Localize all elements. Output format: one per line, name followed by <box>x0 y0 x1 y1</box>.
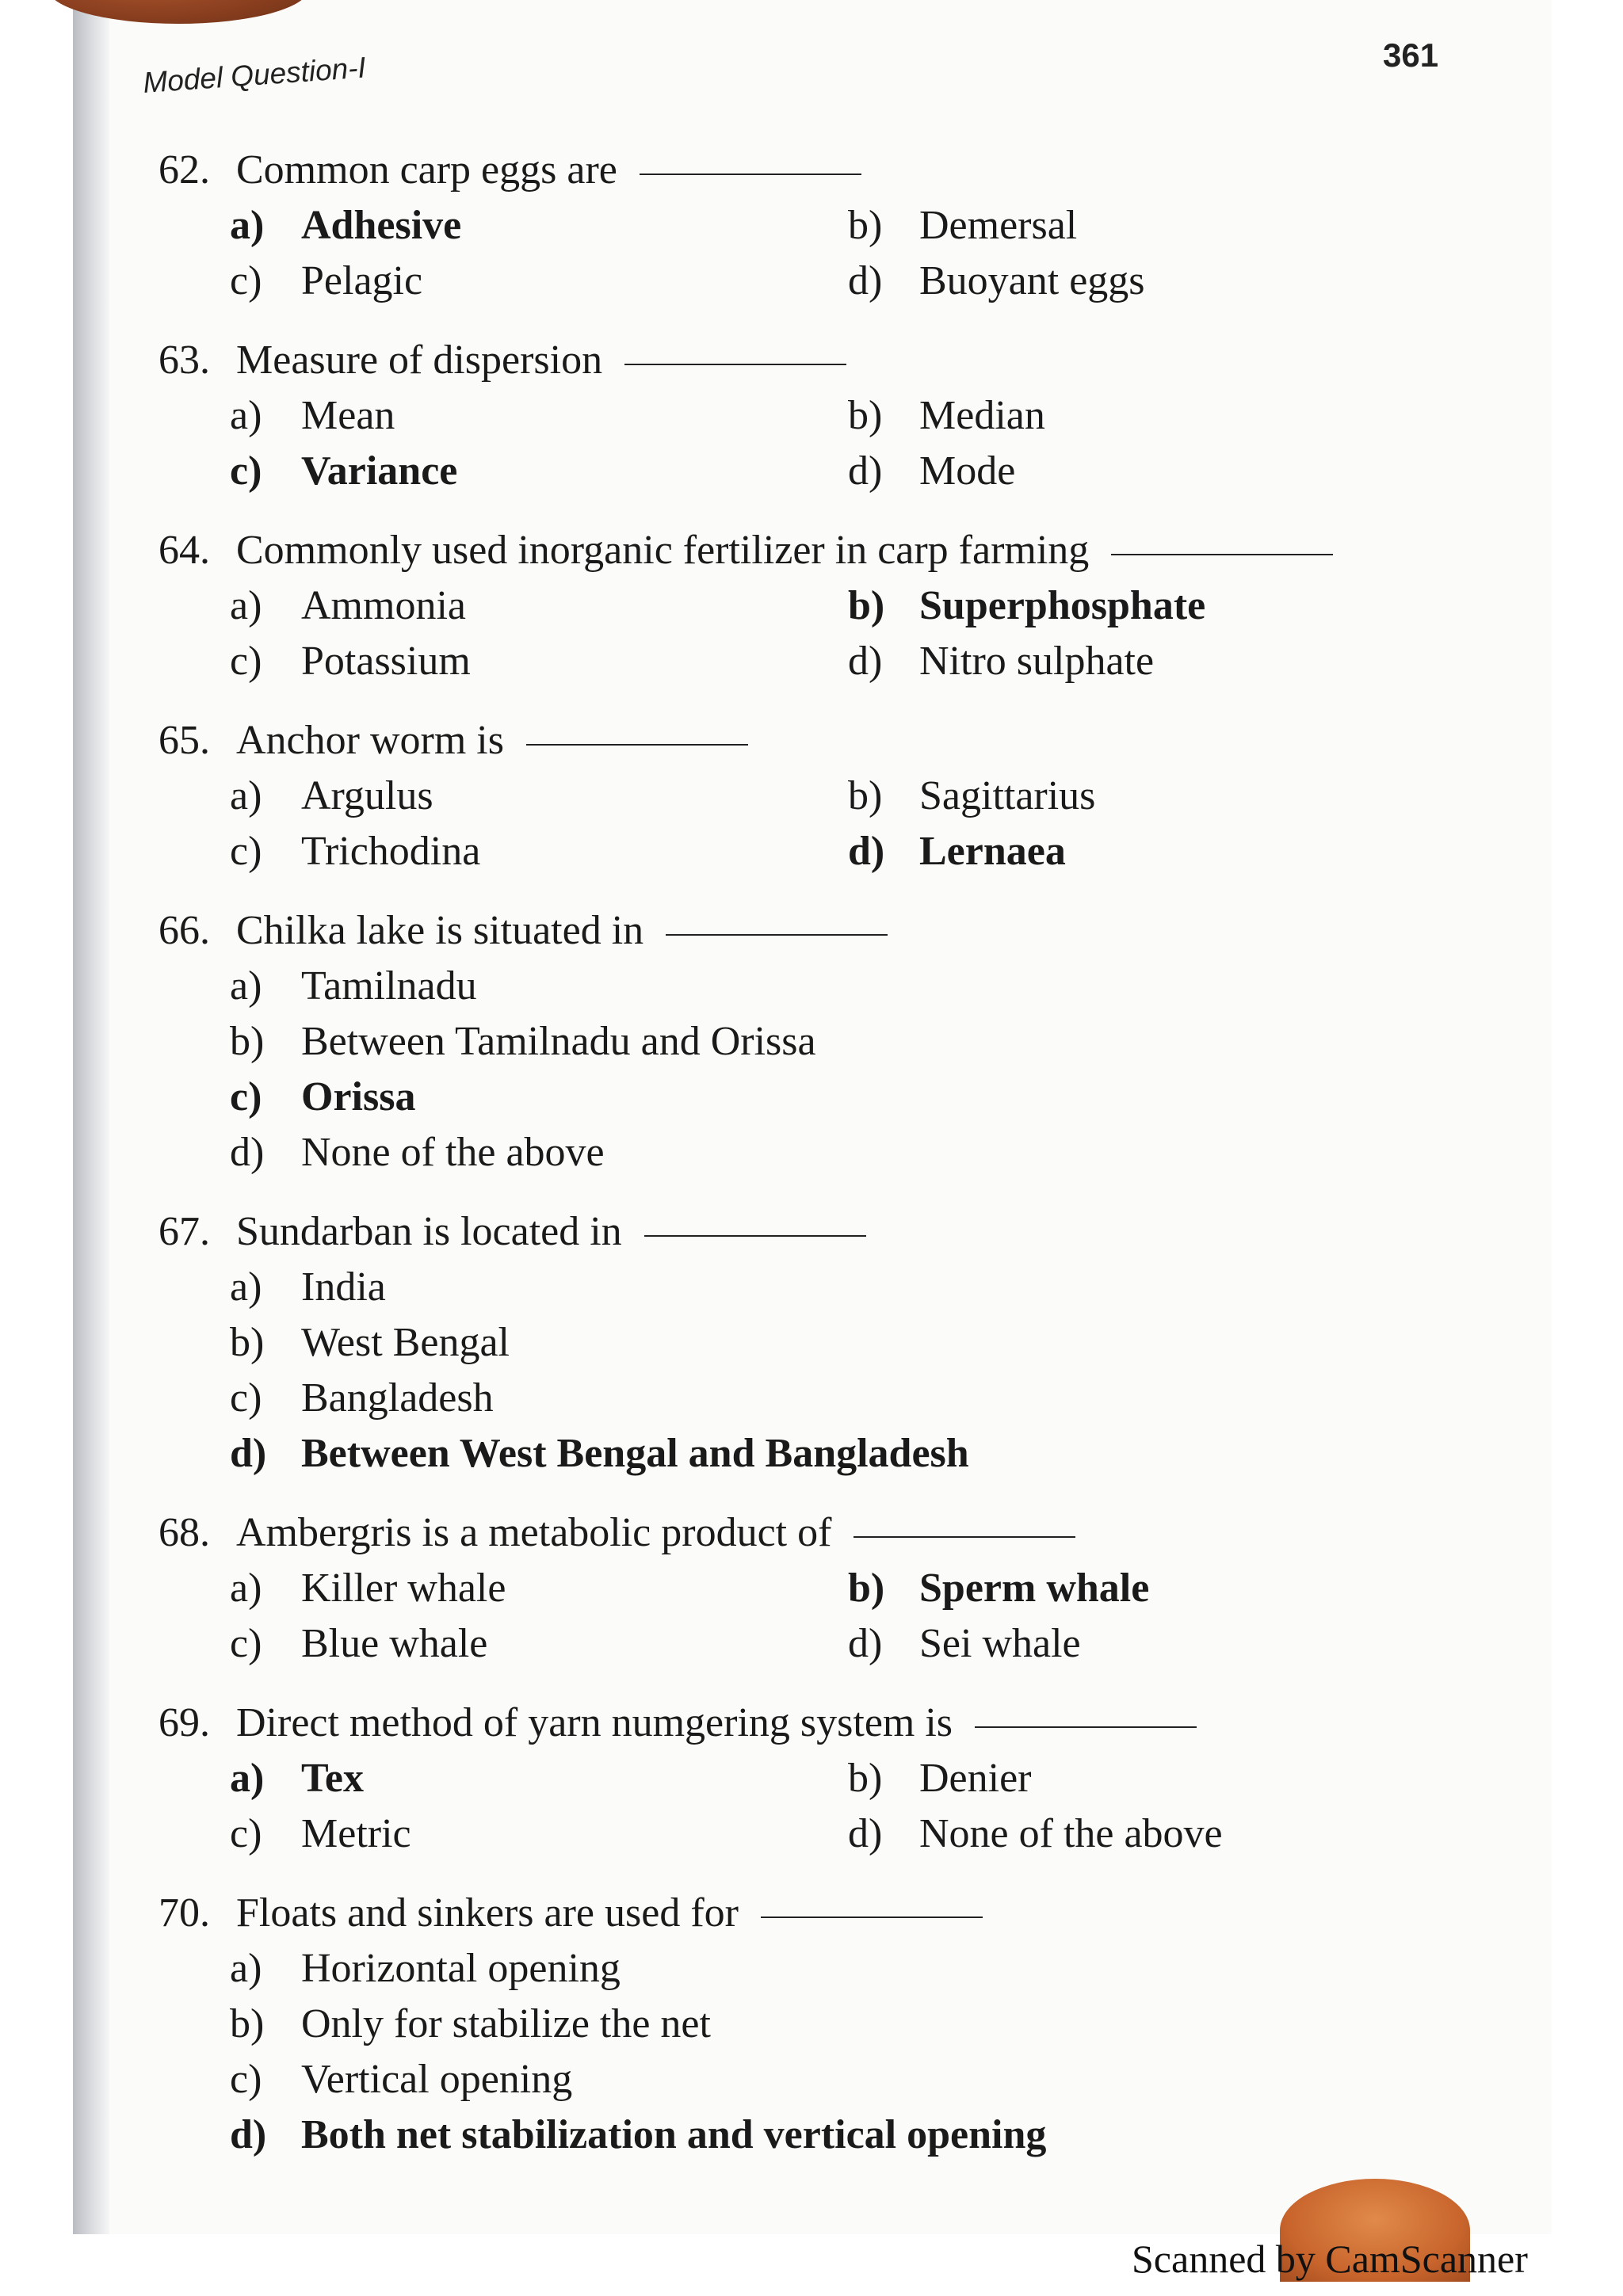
option-letter: a) <box>230 1946 262 1991</box>
option-letter: a) <box>230 1566 262 1611</box>
question-list <box>158 143 1442 2187</box>
option-letter: b) <box>848 203 883 248</box>
question-text: Sundarban is located in <box>236 1209 622 1254</box>
option-text: Superphosphate <box>919 583 1206 628</box>
option-letter: c) <box>230 829 262 874</box>
option-list <box>230 198 1442 309</box>
option-list <box>230 578 1442 689</box>
option-correct <box>848 1561 1450 1616</box>
option-text: None of the above <box>919 1811 1223 1856</box>
option-text: Blue whale <box>301 1621 488 1666</box>
option <box>848 198 1450 254</box>
question-text: Chilka lake is situated in <box>236 908 644 953</box>
option-letter: b) <box>230 2001 265 2046</box>
option-correct <box>230 1426 1419 1482</box>
answer-blank <box>761 1917 983 1918</box>
question-stem <box>158 143 1442 198</box>
option <box>230 1941 1419 1997</box>
option <box>230 1014 1419 1070</box>
question-text: Floats and sinkers are used for <box>236 1890 739 1936</box>
scanner-watermark: Scanned by CamScanner <box>1132 2237 1528 2281</box>
option-letter: d) <box>230 2112 267 2157</box>
book-spine-shadow <box>73 0 109 2234</box>
option-letter: d) <box>848 829 885 874</box>
option-correct <box>230 1070 1419 1125</box>
question-number: 70. <box>158 1890 210 1936</box>
question-68 <box>158 1505 1442 1672</box>
option-letter: a) <box>230 393 262 438</box>
option-list <box>230 388 1442 499</box>
question-stem <box>158 1695 1442 1751</box>
option-text: Lernaea <box>919 829 1066 874</box>
option-correct <box>230 198 848 254</box>
option <box>848 634 1450 689</box>
option-text: Killer whale <box>301 1566 506 1611</box>
question-text: Ambergris is a metabolic product of <box>236 1510 832 1555</box>
option-text: Adhesive <box>301 203 462 248</box>
option <box>848 1806 1450 1862</box>
question-number: 63. <box>158 338 210 383</box>
option-text: India <box>301 1264 386 1310</box>
option-letter: b) <box>848 393 883 438</box>
option-letter: a) <box>230 203 265 248</box>
answer-blank <box>1111 554 1333 555</box>
option-list <box>230 769 1442 879</box>
option-text: Variance <box>301 448 458 494</box>
running-head: Model Question-I <box>142 51 367 100</box>
option-letter: b) <box>230 1320 265 1365</box>
option-text: Mode <box>919 448 1016 494</box>
answer-blank <box>975 1726 1197 1728</box>
option-list <box>230 1941 1442 2163</box>
answer-blank <box>526 744 748 746</box>
question-text: Measure of dispersion <box>236 338 603 383</box>
question-65 <box>158 713 1442 879</box>
option-letter: b) <box>848 773 883 818</box>
option-text: Potassium <box>301 639 471 684</box>
option-list <box>230 1561 1442 1672</box>
option-letter: c) <box>230 1811 262 1856</box>
option-letter: c) <box>230 1375 262 1421</box>
page-number: 361 <box>1383 36 1439 74</box>
option-text: West Bengal <box>301 1320 510 1365</box>
question-number: 64. <box>158 528 210 573</box>
option-text: Sei whale <box>919 1621 1081 1666</box>
option-letter: b) <box>848 1566 885 1611</box>
question-text: Commonly used inorganic fertilizer in carp farming <box>236 528 1090 573</box>
option <box>230 578 848 634</box>
option-text: Vertical opening <box>301 2057 573 2102</box>
option-letter: c) <box>230 639 262 684</box>
option-letter: c) <box>230 258 262 303</box>
option-correct <box>230 1751 848 1806</box>
option-text: Tex <box>301 1756 364 1801</box>
answer-blank <box>640 174 861 175</box>
question-number: 62. <box>158 147 210 193</box>
option-text: Median <box>919 393 1045 438</box>
option-letter: b) <box>230 1019 265 1064</box>
option-letter: b) <box>848 1756 883 1801</box>
option-letter: a) <box>230 773 262 818</box>
option-text: Argulus <box>301 773 433 818</box>
question-stem <box>158 1505 1442 1561</box>
option-text: None of the above <box>301 1130 605 1175</box>
question-69 <box>158 1695 1442 1862</box>
question-number: 66. <box>158 908 210 953</box>
option-text: Metric <box>301 1811 411 1856</box>
option <box>230 824 848 879</box>
option <box>230 1315 1419 1371</box>
question-text: Direct method of yarn numgering system is <box>236 1700 953 1745</box>
option-text: Bangladesh <box>301 1375 494 1421</box>
option <box>848 444 1450 499</box>
option-letter: d) <box>230 1431 267 1476</box>
question-64 <box>158 523 1442 689</box>
answer-blank <box>666 934 888 936</box>
question-67 <box>158 1204 1442 1482</box>
option-text: Buoyant eggs <box>919 258 1145 303</box>
option <box>230 634 848 689</box>
option-correct <box>230 444 848 499</box>
option-letter: c) <box>230 1074 262 1119</box>
option-text: Sperm whale <box>919 1566 1150 1611</box>
option <box>230 1561 848 1616</box>
option-letter: a) <box>230 963 262 1009</box>
question-number: 65. <box>158 718 210 763</box>
option-text: Tamilnadu <box>301 963 477 1009</box>
option-list <box>230 959 1442 1180</box>
option-letter: d) <box>848 1811 883 1856</box>
option-correct <box>848 824 1450 879</box>
option-text: Ammonia <box>301 583 466 628</box>
option-text: Orissa <box>301 1074 416 1119</box>
option-letter: a) <box>230 1264 262 1310</box>
option-letter: d) <box>848 258 883 303</box>
option-letter: d) <box>848 1621 883 1666</box>
question-text: Anchor worm is <box>236 718 504 763</box>
option <box>230 1260 1419 1315</box>
option <box>848 1751 1450 1806</box>
question-stem <box>158 1204 1442 1260</box>
option <box>230 1616 848 1672</box>
answer-blank <box>644 1235 866 1237</box>
question-62 <box>158 143 1442 309</box>
option <box>848 254 1450 309</box>
option <box>230 1125 1419 1180</box>
question-stem <box>158 713 1442 769</box>
option-text: Denier <box>919 1756 1032 1801</box>
option-letter: a) <box>230 583 262 628</box>
option-letter: d) <box>230 1130 265 1175</box>
option <box>230 959 1419 1014</box>
option-list <box>230 1751 1442 1862</box>
option <box>230 1997 1419 2052</box>
option-letter: d) <box>848 639 883 684</box>
option <box>230 769 848 824</box>
answer-blank <box>854 1536 1075 1538</box>
option-text: Demersal <box>919 203 1078 248</box>
option <box>230 254 848 309</box>
option-letter: b) <box>848 583 885 628</box>
question-text: Common carp eggs are <box>236 147 617 193</box>
option-letter: c) <box>230 448 262 494</box>
option <box>848 769 1450 824</box>
option-list <box>230 1260 1442 1482</box>
option <box>230 2052 1419 2107</box>
option-letter: c) <box>230 1621 262 1666</box>
option <box>230 388 848 444</box>
option-text: Trichodina <box>301 829 481 874</box>
question-66 <box>158 903 1442 1180</box>
option-text: Pelagic <box>301 258 423 303</box>
option-correct <box>230 2107 1419 2163</box>
option-text: Between Tamilnadu and Orissa <box>301 1019 816 1064</box>
question-stem <box>158 903 1442 959</box>
question-number: 68. <box>158 1510 210 1555</box>
question-number: 69. <box>158 1700 210 1745</box>
option <box>230 1371 1419 1426</box>
option-text: Between West Bengal and Bangladesh <box>301 1431 969 1476</box>
option-correct <box>848 578 1450 634</box>
option <box>848 1616 1450 1672</box>
option-text: Both net stabilization and vertical opening <box>301 2112 1047 2157</box>
option-letter: d) <box>848 448 883 494</box>
option-letter: c) <box>230 2057 262 2102</box>
question-70 <box>158 1886 1442 2163</box>
option-text: Nitro sulphate <box>919 639 1155 684</box>
option <box>848 388 1450 444</box>
option-text: Sagittarius <box>919 773 1096 818</box>
option <box>230 1806 848 1862</box>
answer-blank <box>624 364 846 365</box>
question-63 <box>158 333 1442 499</box>
option-text: Mean <box>301 393 395 438</box>
option-letter: a) <box>230 1756 265 1801</box>
option-text: Only for stabilize the net <box>301 2001 711 2046</box>
question-stem <box>158 523 1442 578</box>
question-stem <box>158 1886 1442 1941</box>
option-text: Horizontal opening <box>301 1946 621 1991</box>
question-stem <box>158 333 1442 388</box>
question-number: 67. <box>158 1209 210 1254</box>
